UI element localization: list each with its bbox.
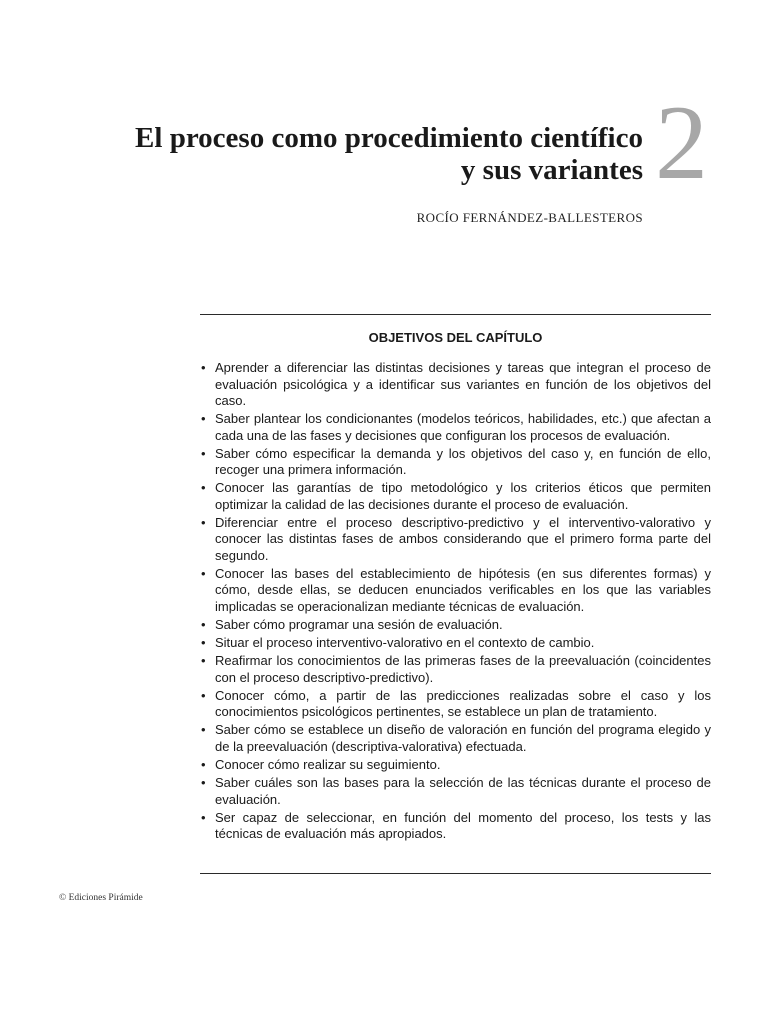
- objective-text: Conocer cómo realizar su seguimiento.: [215, 757, 441, 773]
- bullet-icon: •: [201, 445, 206, 461]
- objectives-top-rule: [200, 314, 711, 315]
- objectives-list: [200, 360, 711, 844]
- objective-item: [200, 722, 711, 755]
- objective-item: [200, 688, 711, 721]
- bullet-icon: •: [201, 687, 206, 703]
- objective-item: [200, 566, 711, 616]
- bullet-icon: •: [201, 565, 206, 581]
- chapter-title-line-1: El proceso como procedimiento científico: [135, 122, 643, 154]
- copyright-footer: © Ediciones Pirámide: [59, 893, 143, 903]
- bullet-icon: •: [201, 757, 206, 773]
- chapter-author: ROCÍO FERNÁNDEZ-BALLESTEROS: [416, 210, 643, 225]
- objective-text: Saber plantear los condicionantes (modelos teóricos, habilidades, etc.) que afectan a cada una de las fases y decisiones que configuran los procesos de evaluación.: [215, 411, 711, 443]
- bullet-icon: •: [201, 809, 206, 825]
- objective-text: Saber cuáles son las bases para la selección de las técnicas durante el proceso de evaluación.: [215, 775, 711, 807]
- objective-text: Ser capaz de seleccionar, en función del momento del proceso, los tests y las técnicas de evaluación más apropiados.: [215, 809, 711, 842]
- chapter-number: 2: [655, 84, 708, 201]
- objective-item: [200, 775, 711, 808]
- bullet-icon: •: [201, 360, 206, 375]
- bullet-icon: •: [201, 635, 206, 651]
- objective-text: Saber cómo especificar la demanda y los objetivos del caso y, en función de ello, recoger una primera información.: [215, 445, 711, 478]
- objective-text: Diferenciar entre el proceso descriptivo-predictivo y el interventivo-valorativo y conocer las distintas fases de ambos considerando que el primero forma parte del segundo.: [215, 514, 711, 563]
- objective-item: [200, 757, 711, 774]
- objective-item: [200, 617, 711, 634]
- objectives-bottom-rule: [200, 873, 711, 874]
- bullet-icon: •: [201, 617, 206, 633]
- chapter-title: [83, 122, 643, 186]
- objective-text: Conocer cómo, a partir de las predicciones realizadas sobre el caso y los conocimientos psicológicos pertinentes, se establece un plan de tratamiento.: [215, 687, 711, 720]
- objective-text: Saber cómo se establece un diseño de valoración en función del programa elegido y de la preevaluación (descriptiva-valorativa) efectuada.: [215, 722, 711, 754]
- objective-text: Saber cómo programar una sesión de evaluación.: [215, 617, 503, 633]
- chapter-title-block: [83, 122, 643, 226]
- bullet-icon: •: [201, 775, 206, 791]
- objective-item: [200, 635, 711, 652]
- objective-text: Situar el proceso interventivo-valorativo en el contexto de cambio.: [215, 635, 595, 651]
- objectives-heading: OBJETIVOS DEL CAPÍTULO: [368, 330, 543, 345]
- objective-text: Reafirmar los conocimientos de las primeras fases de la preevaluación (coincidentes con el proceso descriptivo-predictivo).: [215, 653, 711, 685]
- bullet-icon: •: [201, 411, 206, 427]
- objective-text: Conocer las garantías de tipo metodológico y los criterios éticos que permiten optimizar la calidad de las decisiones durante el proceso de evaluación.: [215, 480, 711, 512]
- bullet-icon: •: [201, 653, 206, 669]
- objective-item: [200, 515, 711, 565]
- objective-text: Conocer las bases del establecimiento de hipótesis (en sus diferentes formas) y cómo, desde ellas, se deducen enunciados verificables en los que las variables implicadas se operacionalizan mediante técnicas de evaluación.: [215, 565, 711, 614]
- objective-text: Aprender a diferenciar las distintas decisiones y tareas que integran el proceso de evaluación psicológica y a identificar sus variantes en función de los objetivos del caso.: [215, 360, 711, 408]
- objective-item: [200, 360, 711, 410]
- bullet-icon: •: [201, 514, 206, 530]
- objective-item: [200, 810, 711, 843]
- objective-item: [200, 411, 711, 444]
- chapter-title-line-2: y sus variantes: [460, 154, 643, 186]
- bullet-icon: •: [201, 722, 206, 738]
- objective-item: [200, 446, 711, 479]
- objective-item: [200, 480, 711, 513]
- objective-item: [200, 653, 711, 686]
- bullet-icon: •: [201, 480, 206, 496]
